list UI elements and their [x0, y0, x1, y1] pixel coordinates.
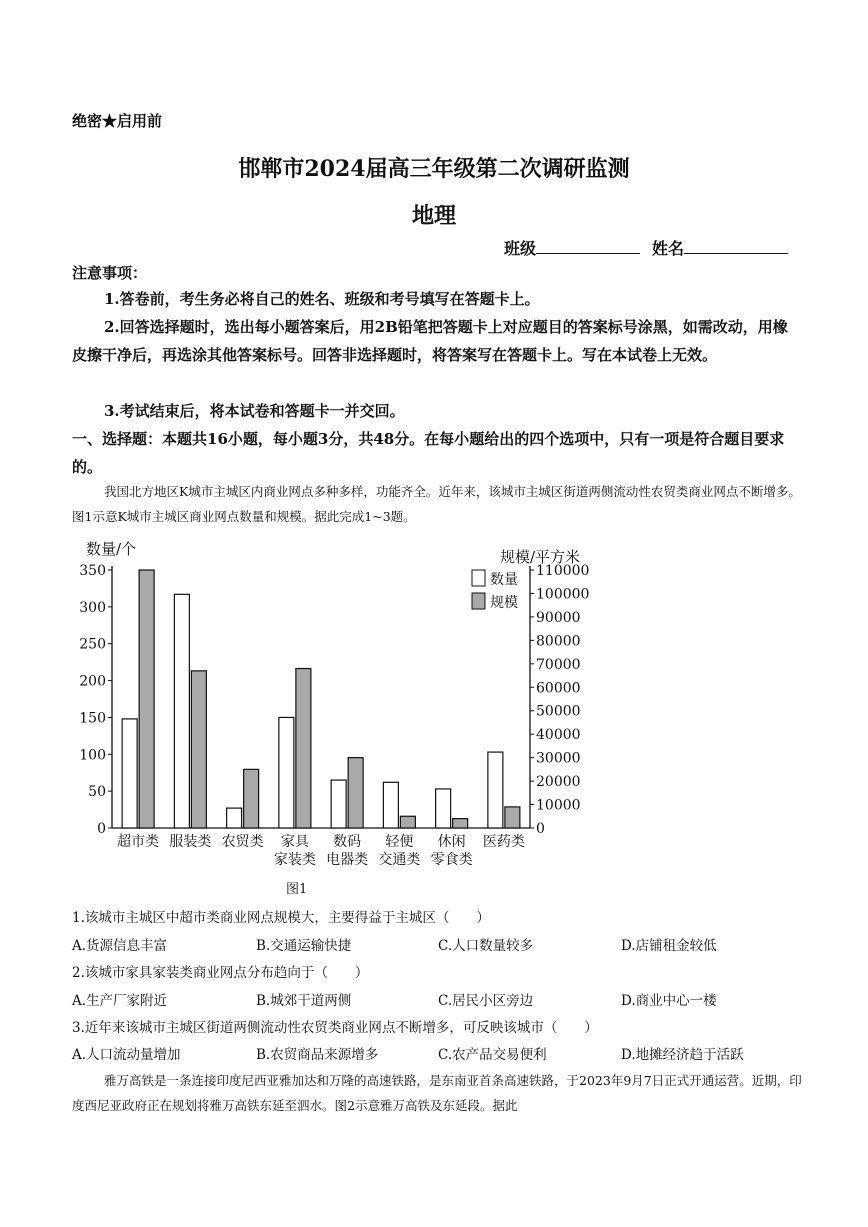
bar-count-5 — [383, 782, 398, 828]
exam-title: 邯郸市2024届高三年级第二次调研监测 — [238, 156, 630, 182]
question-2-stem: 2.该城市家具家装类商业网点分布趋向于（ ） — [72, 965, 369, 981]
notice-heading: 注意事项： — [72, 264, 148, 282]
section-heading: 一、选择题：本题共16小题，每小题3分，共48分。在每小题给出的四个选项中，只有一项是符合题目要求的。 — [72, 430, 785, 476]
category-label: 休闲 — [437, 834, 466, 850]
question-1-option-b[interactable]: B.交通运输快捷 — [256, 938, 352, 954]
bar-count-7 — [488, 752, 503, 828]
bar-count-4 — [331, 780, 346, 828]
bar-scale-4 — [348, 758, 363, 828]
left-tick-label: 0 — [97, 821, 106, 837]
question-2-option-a[interactable]: A.生产厂家附近 — [72, 993, 168, 1009]
category-label: 医药类 — [482, 834, 525, 850]
bar-scale-1 — [191, 671, 206, 828]
question-3-option-c[interactable]: C.农产品交易便利 — [438, 1047, 547, 1063]
left-tick-label: 250 — [79, 636, 106, 653]
question-1-option-a[interactable]: A.货源信息丰富 — [72, 938, 168, 954]
right-tick-label: 0 — [536, 821, 545, 837]
bar-count-0 — [122, 719, 137, 828]
left-tick-label: 200 — [79, 673, 106, 690]
category-label: 家具 — [280, 834, 309, 850]
right-tick-label: 80000 — [536, 633, 581, 650]
right-tick-label: 20000 — [536, 774, 581, 791]
confidential-mark: 绝密★启用前 — [72, 112, 163, 130]
category-label: 服装类 — [169, 834, 212, 850]
bar-scale-0 — [139, 570, 154, 828]
notice-item-2: 2.回答选择题时，选出每小题答案后，用2B铅笔把答题卡上对应题目的答案标号涂黑，如需改动，用橡皮擦干净后，再选涂其他答案标号。回答非选择题时，将答案写在答题卡上。写在本试卷上无效。 — [72, 318, 788, 364]
question-3-stem: 3.近年来该城市主城区街道两侧流动性农贸类商业网点不断增多，可反映该城市（ ） — [72, 1020, 598, 1036]
right-tick-label: 10000 — [536, 797, 581, 814]
question-1-option-d[interactable]: D.店铺租金较低 — [621, 938, 717, 954]
category-label: 数码 — [333, 834, 362, 850]
category-label: 轻便 — [385, 834, 414, 850]
legend-swatch-scale — [472, 593, 485, 609]
right-tick-label: 100000 — [536, 586, 590, 603]
question-3-option-b[interactable]: B.农贸商品来源增多 — [256, 1047, 379, 1063]
right-tick-label: 60000 — [536, 680, 581, 697]
bar-count-6 — [436, 789, 451, 828]
notice-item-3: 3.考试结束后，将本试卷和答题卡一并交回。 — [104, 402, 405, 420]
question-2-option-d[interactable]: D.商业中心一楼 — [621, 993, 717, 1009]
bar-scale-7 — [505, 807, 520, 828]
right-tick-label: 110000 — [536, 563, 590, 579]
question-1-option-c[interactable]: C.人口数量较多 — [438, 938, 534, 954]
right-tick-label: 40000 — [536, 727, 581, 744]
category-label: 家装类 — [273, 852, 316, 868]
right-axis-label: 规模/平方米 — [500, 548, 581, 566]
question-3-option-a[interactable]: A.人口流动量增加 — [72, 1047, 181, 1063]
left-tick-label: 300 — [79, 599, 106, 616]
right-tick-label: 90000 — [536, 609, 581, 626]
left-tick-label: 50 — [88, 784, 106, 801]
left-axis-label: 数量/个 — [86, 540, 137, 558]
class-name-fields — [504, 236, 788, 259]
question-2-option-b[interactable]: B.城郊干道两侧 — [256, 993, 352, 1009]
category-label: 电器类 — [326, 852, 369, 868]
question-1-stem: 1.该城市主城区中超市类商业网点规模大，主要得益于主城区（ ） — [72, 910, 490, 926]
right-tick-label: 70000 — [536, 656, 581, 673]
intro-passage: 我国北方地区K城市主城区内商业网点多种多样，功能齐全。近年来，该城市主城区街道两侧流动性农贸类商业网点不断增多。图1示意K城市主城区商业网点数量和规模。据此完成1~3题。 — [72, 484, 801, 524]
name-blank — [684, 237, 788, 254]
legend-swatch-count — [472, 570, 485, 586]
left-tick-label: 150 — [79, 710, 106, 727]
right-tick-label: 30000 — [536, 750, 581, 767]
question-3-option-d[interactable]: D.地摊经济趋于活跃 — [621, 1047, 744, 1063]
category-label: 农贸类 — [221, 834, 264, 850]
left-tick-label: 350 — [79, 563, 106, 579]
bar-scale-6 — [453, 819, 468, 828]
notice-item-1: 1.答卷前，考生务必将自己的姓名、班级和考号填写在答题卡上。 — [104, 290, 540, 308]
category-label: 交通类 — [378, 852, 421, 868]
right-tick-label: 50000 — [536, 703, 581, 720]
name-label: 姓名 — [652, 239, 685, 258]
question-2-option-c[interactable]: C.居民小区旁边 — [438, 993, 534, 1009]
passage-2: 雅万高铁是一条连接印度尼西亚雅加达和万隆的高速铁路，是东南亚首条高速铁路，于2023年9月7日正式开通运营。近期，印度西尼亚政府正在规划将雅万高铁东延至泗水。图2示意雅万高铁及东延段。据此 — [72, 1073, 802, 1113]
bar-scale-5 — [400, 816, 415, 828]
class-label: 班级 — [504, 239, 537, 258]
left-tick-label: 100 — [79, 747, 106, 764]
category-label: 零食类 — [430, 852, 473, 868]
legend-label-scale: 规模 — [490, 595, 518, 611]
figure-caption: 图1 — [286, 882, 308, 897]
bar-count-1 — [174, 594, 189, 828]
bar-scale-2 — [244, 769, 259, 828]
bar-count-2 — [227, 808, 242, 828]
bar-scale-3 — [296, 669, 311, 828]
category-label: 超市类 — [117, 834, 160, 850]
subject-title: 地理 — [411, 203, 456, 229]
legend-label-count: 数量 — [490, 572, 518, 588]
bar-count-3 — [279, 717, 294, 828]
bar-chart — [72, 532, 590, 877]
class-blank — [536, 237, 640, 254]
